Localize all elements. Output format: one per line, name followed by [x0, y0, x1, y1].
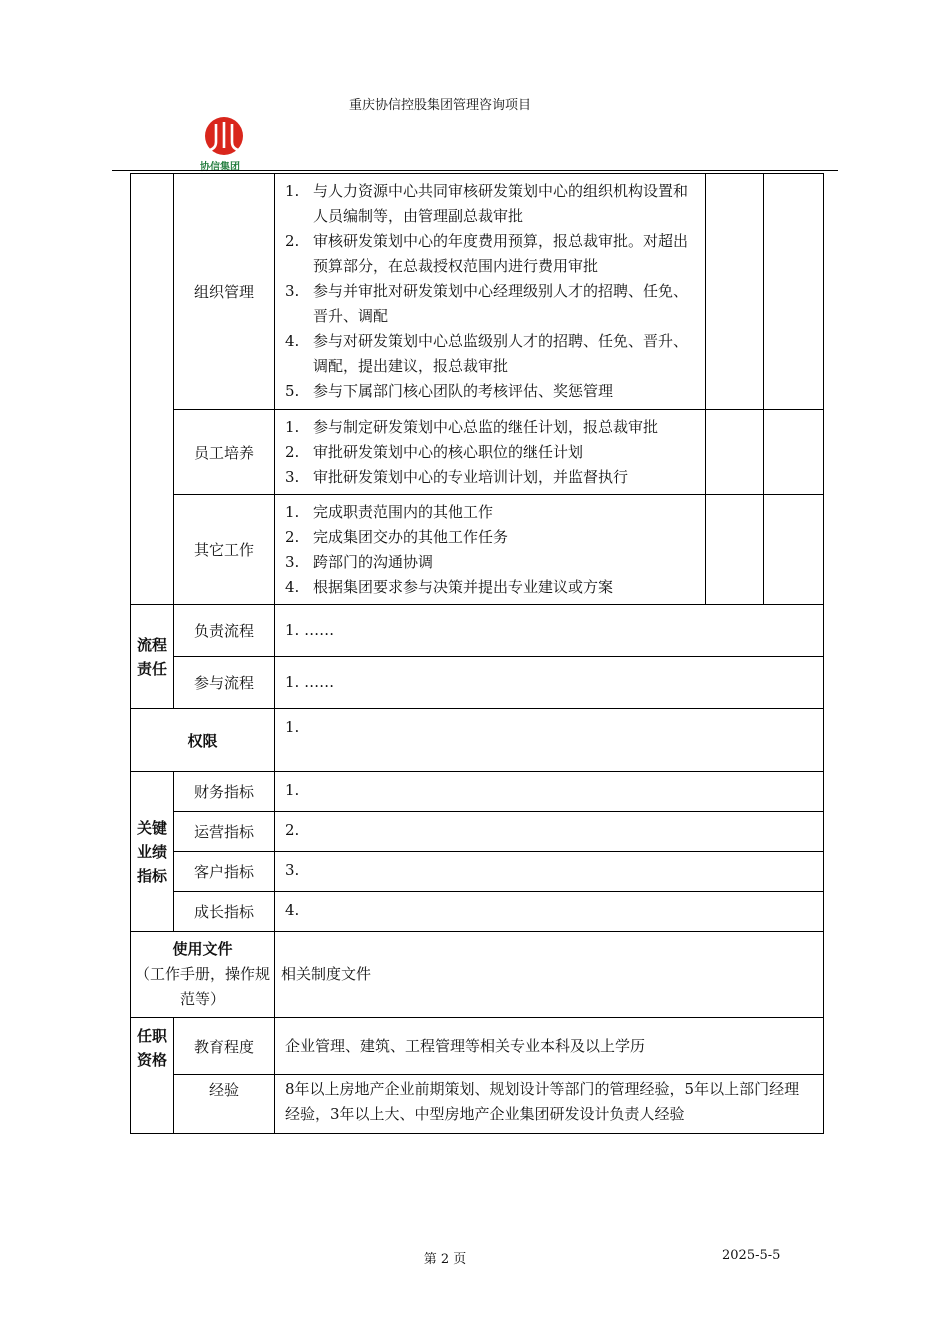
- logo-text: 协信集团: [200, 162, 240, 173]
- duty-category-cell: [131, 174, 174, 605]
- qualification-value: 8年以上房地产企业前期策划、规划设计等部门的管理经验，5年以上部门经理经验，3年以上大、中型房地产企业集团研发设计负责人经验: [275, 1075, 824, 1134]
- kpi-row: [131, 852, 824, 892]
- list-item: 3. 审批研发策划中心的专业培训计划，并监督执行: [285, 467, 629, 486]
- kpi-value: 4.: [275, 892, 824, 932]
- header-divider: [112, 170, 838, 171]
- empty-cell: [706, 495, 764, 605]
- kpi-value: 3.: [275, 852, 824, 892]
- empty-cell: [764, 410, 824, 495]
- list-item: 4. 参与对研发策划中心总监级别人才的招聘、任免、晋升、调配，提出建议，报总裁审批: [285, 332, 689, 375]
- process-name: 参与流程: [174, 657, 275, 709]
- kpi-value: 1.: [275, 772, 824, 812]
- process-value: 1. ……: [275, 657, 824, 709]
- list-item: 4. 根据集团要求参与决策并提出专业建议或方案: [285, 577, 614, 596]
- duty-items-cell: [275, 410, 706, 495]
- documents-label: 使用文件: [172, 940, 233, 958]
- documents-value: 相关制度文件: [275, 932, 824, 1018]
- duty-name: 其它工作: [174, 495, 275, 605]
- duty-row: [131, 410, 824, 495]
- qualification-row: [131, 1075, 824, 1134]
- documents-sublabel: （工作手册，操作规范等）: [135, 965, 271, 1008]
- process-label: 流程责任: [131, 605, 174, 709]
- list-item: 5. 参与下属部门核心团队的考核评估、奖惩管理: [285, 382, 614, 400]
- documents-label-cell: [131, 932, 275, 1018]
- empty-cell: [764, 495, 824, 605]
- qualification-row: [131, 1018, 824, 1075]
- list-item: 2. 审批研发策划中心的核心职位的继任计划: [285, 442, 584, 461]
- documents-row: [131, 932, 824, 1018]
- duty-name: 员工培养: [174, 410, 275, 495]
- kpi-row: [131, 812, 824, 852]
- duty-name: 组织管理: [174, 174, 275, 410]
- kpi-name: 客户指标: [174, 852, 275, 892]
- duty-items-cell: [275, 174, 706, 410]
- list-item: 3. 跨部门的沟通协调: [285, 552, 434, 571]
- kpi-row: [131, 772, 824, 812]
- qualification-name: 经验: [174, 1075, 275, 1134]
- page-number: 第 2 页: [423, 1252, 467, 1267]
- kpi-name: 运营指标: [174, 812, 275, 852]
- authority-value: 1.: [275, 709, 824, 772]
- process-row: [131, 605, 824, 657]
- authority-row: [131, 709, 824, 772]
- list-item: 1. 完成职责范围内的其他工作: [285, 502, 494, 521]
- footer-date: 2025-5-5: [722, 1248, 781, 1263]
- kpi-value: 2.: [275, 812, 824, 852]
- list-item: 1. 参与制定研发策划中心总监的继任计划，报总裁审批: [285, 417, 659, 436]
- duty-items-cell: [275, 495, 706, 605]
- kpi-name: 财务指标: [174, 772, 275, 812]
- list-item: 3. 参与并审批对研发策划中心经理级别人才的招聘、任免、晋升、调配: [285, 282, 689, 325]
- job-description-table: [130, 173, 824, 1134]
- duty-row: [131, 174, 824, 410]
- process-value: 1. ……: [275, 605, 824, 657]
- list-item: 2. 审核研发策划中心的年度费用预算，报总裁审批。对超出预算部分，在总裁授权范围内进行费用审批: [285, 232, 689, 275]
- kpi-row: [131, 892, 824, 932]
- kpi-label: 关键业绩指标: [131, 772, 174, 932]
- process-name: 负责流程: [174, 605, 275, 657]
- authority-label: 权限: [131, 709, 275, 772]
- process-row: [131, 657, 824, 709]
- list-item: 2. 完成集团交办的其他工作任务: [285, 527, 509, 546]
- kpi-name: 成长指标: [174, 892, 275, 932]
- qualification-name: 教育程度: [174, 1018, 275, 1075]
- qualification-value: 企业管理、建筑、工程管理等相关专业本科及以上学历: [275, 1018, 824, 1075]
- list-item: 1. 与人力资源中心共同审核研发策划中心的组织机构设置和人员编制等，由管理副总裁审批: [285, 182, 689, 225]
- duty-row: [131, 495, 824, 605]
- empty-cell: [706, 174, 764, 410]
- qualification-label: 任职资格: [131, 1018, 174, 1134]
- empty-cell: [706, 410, 764, 495]
- header-title: 重庆协信控股集团管理咨询项目: [348, 98, 531, 113]
- empty-cell: [764, 174, 824, 410]
